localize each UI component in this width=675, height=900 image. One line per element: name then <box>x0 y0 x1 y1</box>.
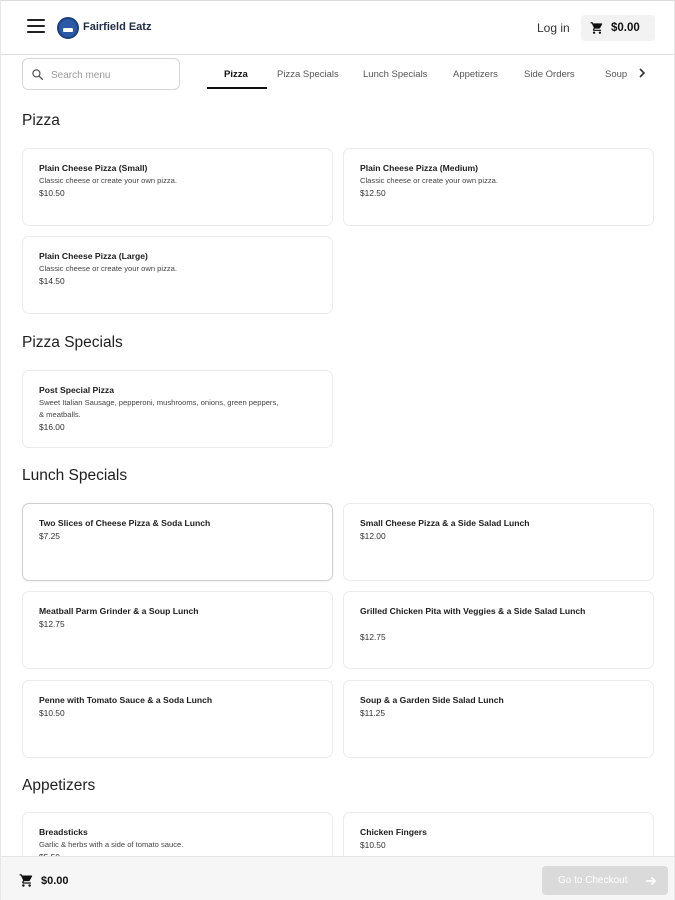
item-price: $10.50 <box>39 708 65 718</box>
item-name: Breadsticks <box>39 827 88 837</box>
item-price: $12.50 <box>360 188 386 198</box>
arrow-right-icon <box>645 876 657 886</box>
shopping-cart-icon <box>590 21 604 35</box>
shopping-cart-icon <box>19 873 34 888</box>
login-link[interactable]: Log in <box>537 21 570 35</box>
item-price: $12.75 <box>39 619 65 629</box>
item-price: $10.50 <box>39 188 65 198</box>
item-name: Grilled Chicken Pita with Veggies & a Side Salad Lunch <box>360 606 586 616</box>
checkout-label: Go to Checkout <box>558 875 628 886</box>
menu-item-card[interactable] <box>343 148 654 226</box>
section-title-lunch-specials: Lunch Specials <box>22 467 128 484</box>
menu-item-card[interactable] <box>343 591 654 669</box>
active-tab-indicator <box>207 87 267 89</box>
menu-item-card[interactable] <box>22 148 333 226</box>
menu-item-card[interactable] <box>22 680 333 758</box>
item-price: $12.00 <box>360 531 386 541</box>
category-tabs <box>206 59 631 90</box>
item-price: $11.25 <box>360 708 385 718</box>
menu-item-card[interactable] <box>22 503 333 581</box>
brand-name[interactable]: Fairfield Eatz <box>83 21 152 33</box>
menu-item-card[interactable] <box>343 680 654 758</box>
cart-button[interactable] <box>581 15 655 41</box>
item-description: Classic cheese or create your own pizza. <box>39 176 178 185</box>
item-name: Plain Cheese Pizza (Large) <box>39 251 148 261</box>
item-description: Classic cheese or create your own pizza. <box>39 264 178 273</box>
item-name: Post Special Pizza <box>39 385 114 395</box>
menu-item-card[interactable] <box>22 370 333 448</box>
section-title-appetizers: Appetizers <box>22 777 96 794</box>
item-name: Plain Cheese Pizza (Medium) <box>360 163 478 173</box>
item-description: Garlic & herbs with a side of tomato sauce. <box>39 840 184 849</box>
hamburger-menu-icon[interactable] <box>27 19 45 35</box>
item-description: Sweet Italian Sausage, pepperoni, mushrooms, onions, green peppers, & meatballs. <box>39 398 279 419</box>
tab-pizza-specials[interactable]: Pizza Specials <box>277 69 339 80</box>
brand-logo[interactable] <box>57 17 79 39</box>
footer-cart-total: $0.00 <box>41 875 69 887</box>
section-title-pizza: Pizza <box>22 112 60 129</box>
menu-item-card[interactable] <box>22 236 333 314</box>
search-box[interactable] <box>22 58 180 90</box>
tab-appetizers[interactable]: Appetizers <box>453 69 498 80</box>
item-price: $7.25 <box>39 531 60 541</box>
chevron-right-icon[interactable] <box>637 67 647 79</box>
tab-lunch-specials[interactable]: Lunch Specials <box>363 69 428 80</box>
item-name: Soup & a Garden Side Salad Lunch <box>360 695 504 705</box>
item-description: Classic cheese or create your own pizza. <box>360 176 499 185</box>
item-name: Penne with Tomato Sauce & a Soda Lunch <box>39 695 213 705</box>
item-price: $16.00 <box>39 422 65 432</box>
item-name: Two Slices of Cheese Pizza & Soda Lunch <box>39 518 211 528</box>
menu-item-card[interactable] <box>22 591 333 669</box>
tab-side-orders[interactable]: Side Orders <box>524 69 575 80</box>
item-name: Small Cheese Pizza & a Side Salad Lunch <box>360 518 530 528</box>
item-name: Plain Cheese Pizza (Small) <box>39 163 148 173</box>
item-price: $14.50 <box>39 276 65 286</box>
section-title-pizza-specials: Pizza Specials <box>22 334 123 351</box>
tab-soup[interactable]: Soup <box>605 69 628 80</box>
item-name: Meatball Parm Grinder & a Soup Lunch <box>39 606 199 616</box>
go-to-checkout-button[interactable] <box>542 866 668 895</box>
search-icon <box>31 68 44 81</box>
item-price: $10.50 <box>360 840 386 850</box>
menu-item-card[interactable] <box>343 503 654 581</box>
search-input[interactable] <box>51 65 175 85</box>
top-header <box>1 1 674 55</box>
bottom-cart-bar <box>1 856 674 900</box>
item-price: $12.75 <box>360 632 386 642</box>
item-name: Chicken Fingers <box>360 827 427 837</box>
tab-pizza[interactable]: Pizza <box>224 69 248 80</box>
cart-total: $0.00 <box>611 22 640 34</box>
